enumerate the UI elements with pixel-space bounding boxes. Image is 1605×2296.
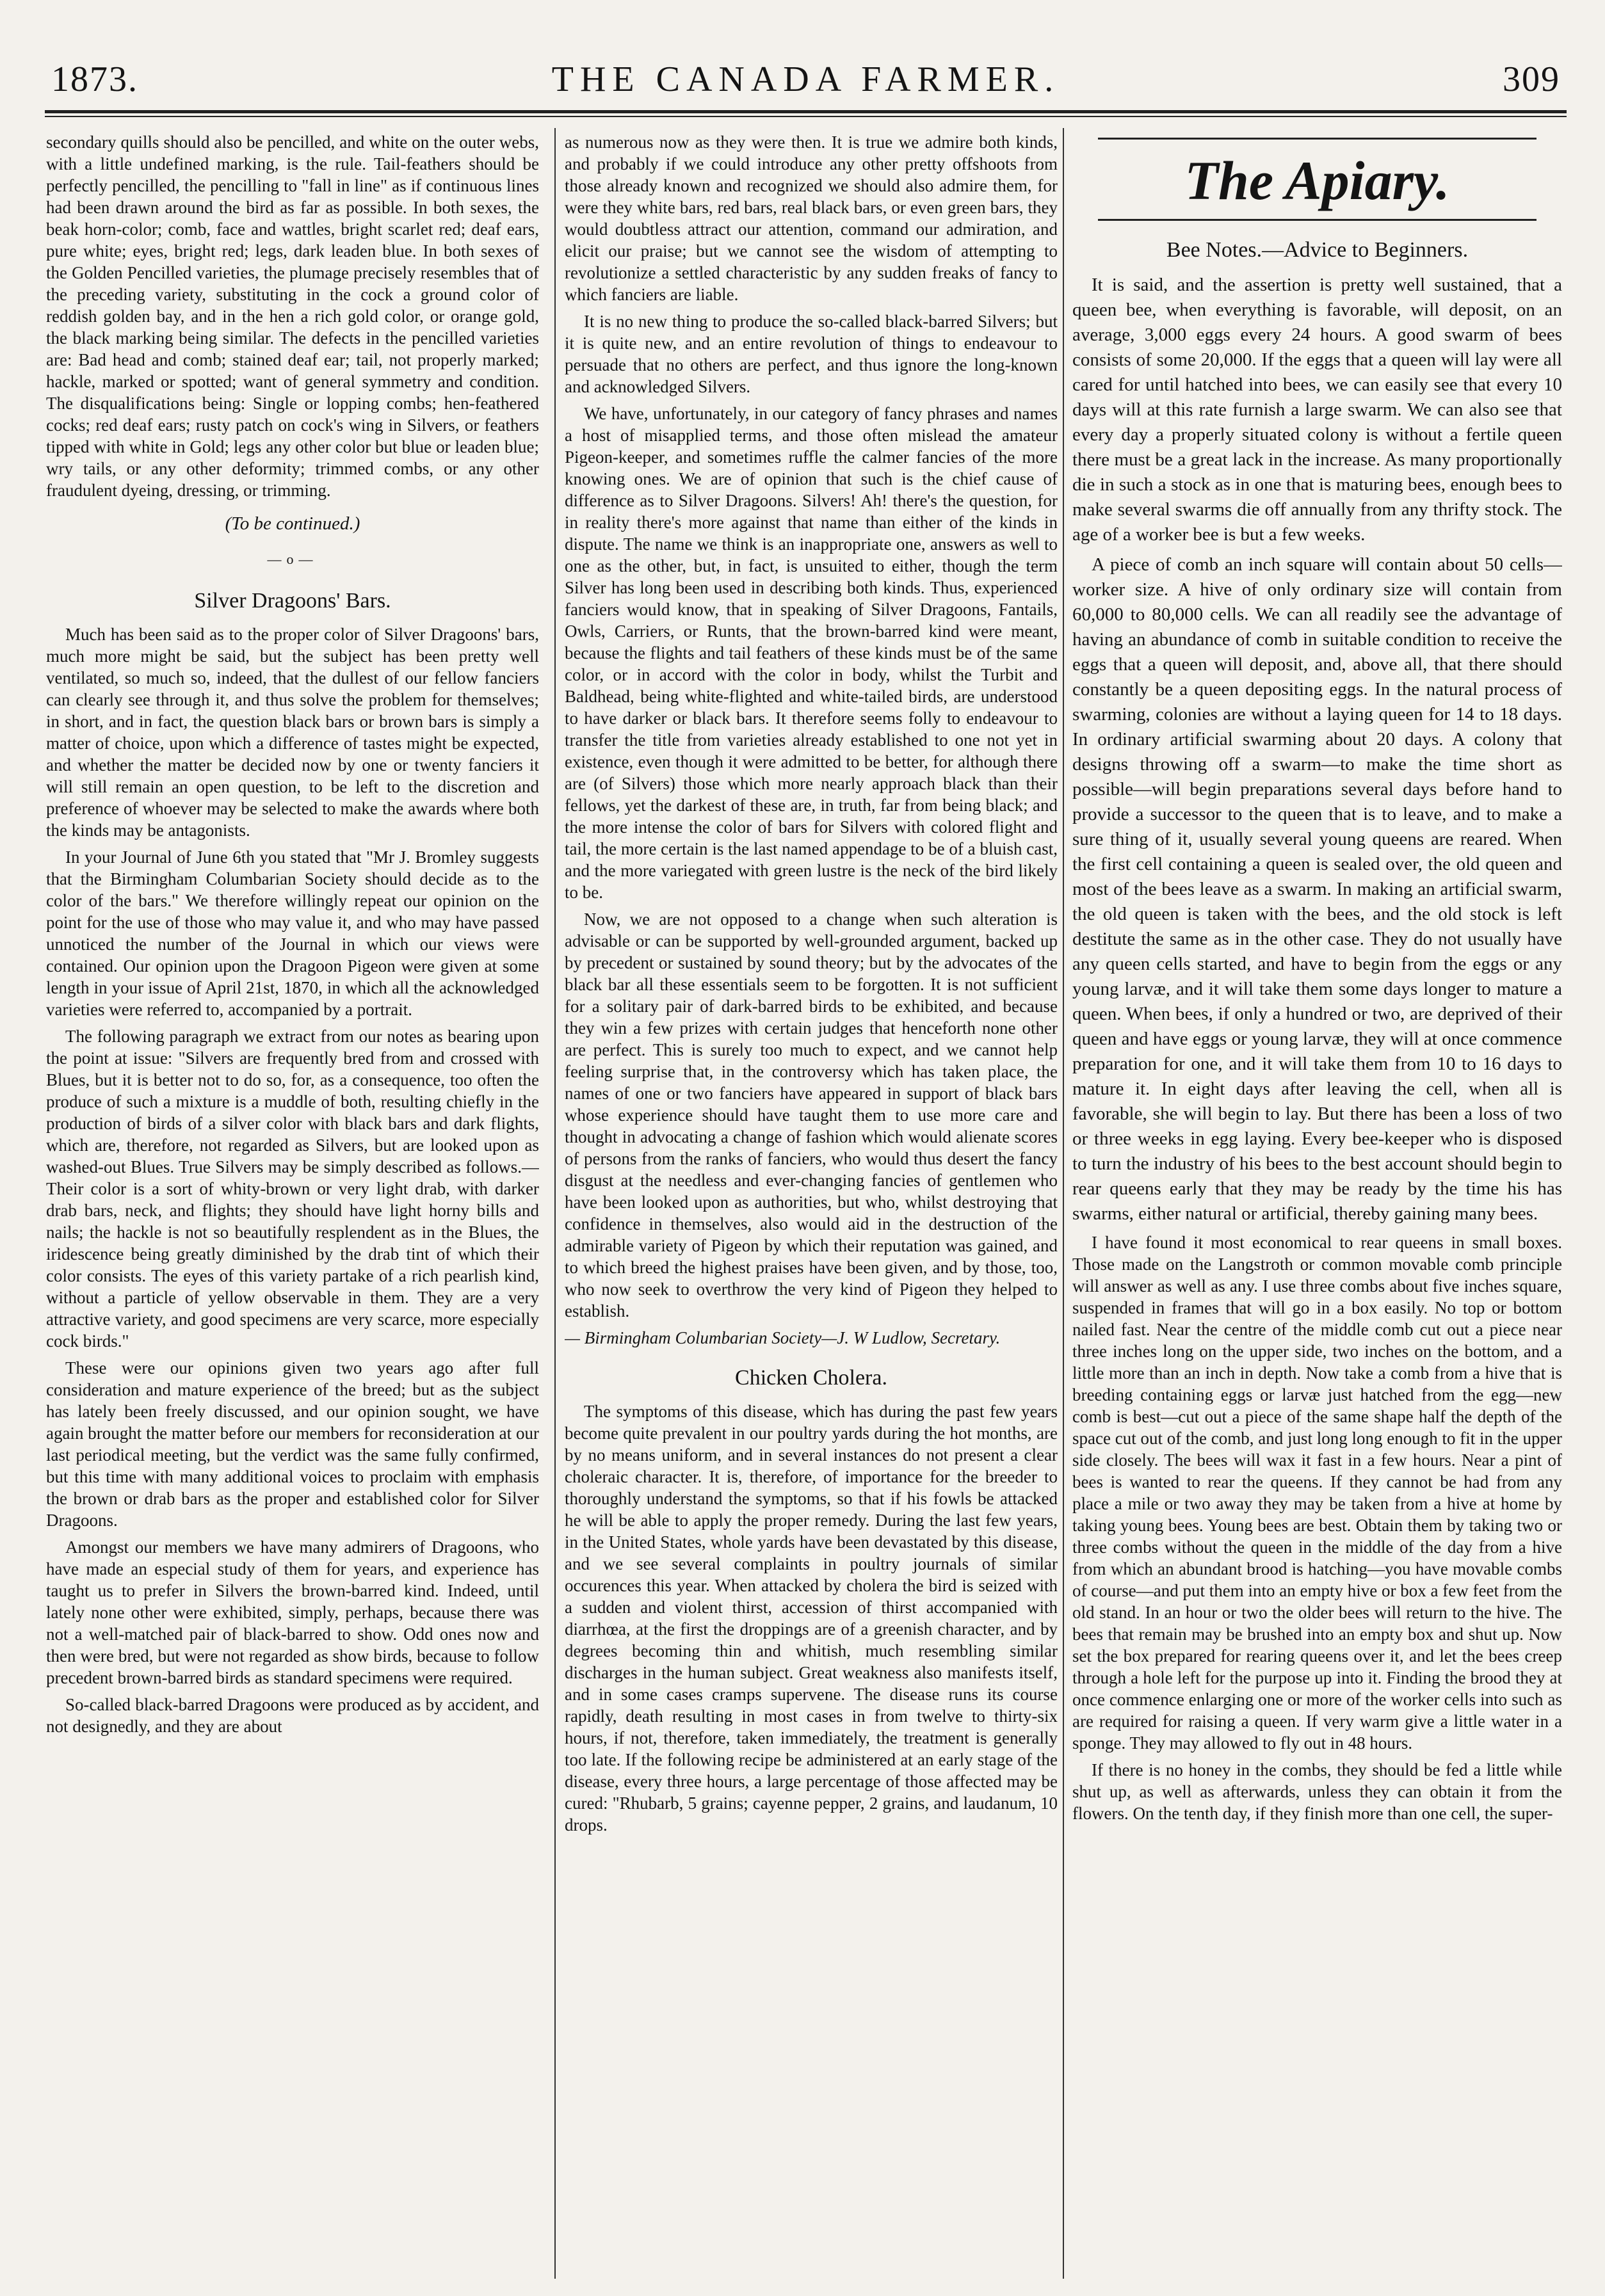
article-heading: Silver Dragoons' Bars.	[194, 589, 391, 613]
column-2	[565, 131, 1058, 2269]
column-divider	[1063, 128, 1064, 2279]
section-divider: —o—	[267, 551, 318, 567]
column-3	[1072, 131, 1562, 2269]
masthead-rule	[45, 110, 1567, 113]
masthead-rule-thin	[45, 116, 1567, 117]
signature: — Birmingham Columbarian Society—J. W Ludlow, Secretary.	[565, 1328, 1001, 1347]
paragraph: Now, we are not opposed to a change when such alteration is advisable or can be supported by well-grounded argument, backed up by precedent or sustained by sound theory; but by the advocates of the black bar all these essentials seem to be forgotten. It is not sufficient for a solitary pair of dark-barred birds to be exhibited, and because they win a few prizes with certain judges that henceforth none other are perfect. This is surely too much to expect, and we cannot help feeling surprise that, in the controversy which has taken place, the names of one or two fanciers have appeared in support of black bars whose experience should have taught them to use more care and thought in advocating a change of fashion which would alienate scores of persons from the ranks of fanciers, who would thus desert the fancy disgust at the needless and ever-changing fancies of gentlemen who have been looked upon as authorities, but who, whilst destroying that confidence in themselves, also would aid in the destruction of the admirable variety of Pigeon by which their reputation was gained, and to which breed the highest praises have been given, and by those, too, who now seek to overthrow the very kind of Pigeon they helped to establish.	[565, 910, 1058, 1321]
paragraph: as numerous now as they were then. It is true we admire both kinds, and probably if we could introduce any other pretty offshoots from those already known and recognized we should also admire them, for were they white bars, red bars, real black bars, or even green bars, they would doubtless attract our attention, command our admiration, and elicit our praise; but we cannot see the wisdom of attempting to revolutionize a settled characteristic by any sudden freaks of fancy to which fanciers are liable.	[565, 132, 1058, 304]
paragraph: Much has been said as to the proper color of Silver Dragoons' bars, much more might be said, but the subject has been pretty well ventilated, so much so, indeed, that the dullest of our fellow fanciers can clearly see through it, and thus solve the problem for themselves; in short, and in fact, the question black bars or brown bars is simply a matter of choice, upon which a difference of tastes might be expected, and whether the matter be decided now by one or twenty fanciers it will still remain an open question, to be left to the discretion and preference of whoever may be selected to make the awards where both the kinds may be antagonists.	[46, 625, 539, 840]
page-number: 309	[1503, 60, 1560, 99]
paragraph: In your Journal of June 6th you stated that "Mr J. Bromley suggests that the Birmingham Columbarian Society should decide as to the color of the bars." We therefore willingly repeat our opinion on the point for the use of those who may value it, and who may have passed unnoticed the number of the Journal in which our views were contained. Our opinion upon the Dragoon Pigeon were given at some length in your issue of April 21st, 1870, in which all the acknowledged varieties were referred to, accompanied by a portrait.	[46, 847, 539, 1019]
paragraph: Amongst our members we have many admirers of Dragoons, who have made an especial study of them for years, and experience has taught us to prefer in Silvers the brown-barred kind. Indeed, until lately none other were exhibited, simply, perhaps, because there was not a well-matched pair of black-barred to show. Odd ones now and then were bred, but were not regarded as show birds, because to follow precedent brown-barred birds as standard specimens were required.	[46, 1537, 539, 1687]
article-heading: Bee Notes.—Advice to Beginners.	[1166, 238, 1469, 262]
masthead-year: 1873.	[51, 60, 138, 99]
paragraph: These were our opinions given two years ago after full consideration and mature experience of the breed; but as the subject has lately been freely discussed, and our opinion sought, we have again brought the matter before our members for reconsideration at our last periodical meeting, but the verdict was the same fully confirmed, but this time with many additional voices to proclaim with emphasis the brown or drab bars as the proper and established color for Silver Dragoons.	[46, 1358, 539, 1530]
masthead-title: THE CANADA FARMER.	[551, 60, 1060, 99]
paragraph: It is no new thing to produce the so-called black-barred Silvers; but it is quite new, and an entire revolution of things to endeavour to persuade that no others are perfect, and thus ignore the long-known and acknowledged Silvers.	[565, 312, 1058, 396]
paragraph: We have, unfortunately, in our category of fancy phrases and names a host of misapplied terms, and those often mislead the amateur Pigeon-keeper, and sometimes ruffle the calmer fancies of the more knowing ones. We are of opinion that such is the chief cause of difference as to Silver Dragoons. Silvers! Ah! there's the question, for in reality there's more against that name than either of the kinds in dispute. The name we think is an inappropriate one, answers as well to one as the other, but, in fact, is unsuited to either, though the term Silver has long been used in describing both kinds. Thus, experienced fanciers would know, that in speaking of Silver Dragoons, Fantails, Owls, Carriers, or Runts, that the brown-barred kind were meant, because the flights and tail feathers of these kinds must be of the same color, or in accord with the color in body, whilst the Turbit and Baldhead, being white-flighted and white-tailed birds, are understood to have darker or black bars. It therefore seems folly to endeavour to transfer the title from varieties already established to one not yet in existence, even though it were admitted to be better, for although there are (of Silvers) those which more nearly approach black than their fellows, yet the darkest of these are, in truth, far from being black; and the more intense the color of bars for Silvers with colored flight and tail, the more certain is the last named appendage to be of a bluish cast, and the more variegated with green lustre is the neck of the bird likely to be.	[565, 404, 1058, 902]
paragraph: A piece of comb an inch square will contain about 50 cells—worker size. A hive of only ordinary size will contain from 60,000 to 80,000 cells. We can all readily see the advantage of having an abundance of comb in suitable condition to receive the eggs that a queen will deposit, and, above all, that there should constantly be a queen depositing eggs. In the natural process of swarming, colonies are without a laying queen for 14 to 18 days. In ordinary artificial swarming about 20 days. A colony that designs throwing off a swarm—to make the time short as possible—will begin preparations several days before hand to provide a successor to the queen that is to leave, and to make a sure thing of it, usually several young queens are reared. When the first cell containing a queen is sealed over, the old queen and most of the bees leave as a swarm. In making an artificial swarm, the old queen is taken with the bees, and the old stock is left destitute the same as in the other case. They do not usually have any queen cells started, and have to begin from the eggs or any young larvæ, and it will take them some days longer to mature a queen. When bees, if only a hundred or two, are deprived of their queen and have eggs or young larvæ, they will at once commence preparation for one, and it will take them from 10 to 16 days to mature it. In eight days after leaving the cell, when all is favorable, she will begin to lay. But there has been a loss of two or three weeks in egg laying. Every bee-keeper who is disposed to turn the industry of his bees to the best account should begin to rear queens early that they may be ready by the time his has swarms, either natural or artificial, thereby gaining many bees.	[1072, 554, 1562, 1224]
paragraph: So-called black-barred Dragoons were produced as by accident, and not designedly, and they are about	[46, 1695, 539, 1736]
section-rule	[1098, 219, 1536, 221]
masthead	[45, 38, 1567, 102]
column-divider	[554, 128, 556, 2279]
section-rule	[1098, 138, 1536, 140]
section-title: The Apiary.	[1184, 150, 1450, 211]
paragraph: If there is no honey in the combs, they should be fed a little while shut up, as well as afterwards, unless they can obtain it from the flowers. On the tenth day, if they finish more than one cell, the super-	[1072, 1760, 1562, 1823]
paragraph: secondary quills should also be pencilled, and white on the outer webs, with a little undefined marking, is the rule. Tail-feathers should be perfectly pencilled, the pencilling to "fall in line" as if continuous lines had been drawn around the bird as far as possible. In both sexes, the beak horn-color; comb, face and wattles, bright scarlet red; deaf ears, pure white; eyes, bright red; legs, dark leaden blue. In both sexes of the Golden Pencilled varieties, the plumage precisely resembles that of the preceding variety, substituting in the cock a ground color of reddish golden bay, and in the hen a rich gold color, or orange gold, the black marking being similar. The defects in the pencilled varieties are: Bad head and comb; stained deaf ear; tail, not properly marked; hackle, marked or spotted; want of general symmetry and condition. The disqualifications being: Single or lopping combs; hen-feathered cocks; red deaf ears; rusty patch on cock's wing in Silvers, or feathers tipped with white in Gold; legs any other color but blue or leaden blue; wry tails, or any other deformity; trimmed combs, or any other fraudulent dyeing, dressing, or trimming.	[46, 132, 539, 500]
paragraph: I have found it most economical to rear queens in small boxes. Those made on the Langstroth or common movable comb principle will answer as well as any. I use three combs about five inches square, suspended in frames that will go in a box easily. No top or bottom nailed fast. Near the centre of the middle comb cut out a piece near three inches long on the upper side, two inches on the bottom, and a little more than an inch in depth. Now take a comb from a hive that is breeding containing eggs or larvæ just hatched from the egg—new comb is best—cut out a piece of the same shape half the depth of the space cut out of the comb, and just long long enough to fit in the upper side closely. The bees will wax it fast in a few hours. Near a pint of bees is wanted to rear the queens. If they cannot be had from any place a mile or two away they may be taken from a hive at home by taking young bees. Young bees are best. Obtain them by taking two or three combs without the queen in the middle of the day from a hive from which an abundant brood is hatching—you have movable combs of course—and put them into an empty hive or box a few feet from the old stand. In an hour or two the older bees will return to the hive. The bees that remain may be brushed into an empty box and shut up. Now set the box prepared for rearing queens over it, and let the bees creep through a hole left for the purpose up into it. Finding the brood they at once commence enlarging one or more of the worker cells into such as are required for raising a queen. If very warm give a little water in a sponge. They may allowed to fly out in 48 hours.	[1072, 1233, 1562, 1753]
paragraph: It is said, and the assertion is pretty well sustained, that a queen bee, when everything is favorable, will deposit, on an average, 3,000 eggs every 24 hours. A good swarm of bees consists of some 20,000. If the eggs that a queen will lay were all cared for until hatched into bees, we can easily see that every 10 days will at this rate furnish a large swarm. We can also see that every day a properly situated colony is without a fertile queen there must be a great lack in the increase. As many proportionally die in such a stock as in one that is maturing bees, enough bees to make several swarms die off annually from any thrifty stock. The age of a worker bee is but a few weeks.	[1072, 275, 1562, 545]
paragraph: The symptoms of this disease, which has during the past few years become quite prevalent in our poultry yards during the hot months, are by no means uniform, and in several instances do not present a clear choleraic character. It is, therefore, of importance for the breeder to thoroughly understand the symptoms, so that if his fowls be attacked he will be able to apply the proper remedy. During the last few years, in the United States, whole yards have been devastated by this disease, and we see several complaints in poultry journals of similar occurences this year. When attacked by cholera the bird is seized with a sudden and violent thirst, accession of thirst accompanied with diarrhœa, at the first the droppings are of a greenish character, and by degrees becoming thin and whitish, much resembling similar discharges in the human subject. Great weakness also manifests itself, and in some cases cramps supervene. The disease runs its course rapidly, death resulting in most cases in from twelve to thirty-six hours, if not, therefore, taken immediately, the treatment is generally too late. If the following recipe be administered at an early stage of the disease, every three hours, a large percentage of those affected may be cured: "Rhubarb, 5 grains; cayenne pepper, 2 grains, and laudanum, 10 drops.	[565, 1402, 1058, 1834]
to-be-continued: (To be continued.)	[225, 513, 360, 534]
paragraph: The following paragraph we extract from our notes as bearing upon the point at issue: "Silvers are frequently bred from and crossed with Blues, but it is better not to do so, for, as a consequence, too often the produce of such a mixture is a muddle of both, resulting chiefly in the production of birds of a silver color with black bars and dark flights, which are, therefore, not regarded as Silvers, but are looked upon as washed-out Blues. True Silvers may be simply described as follows.—Their color is a sort of whity-brown or very light drab, with darker drab bars, neck, and flights; they should have light horny bills and nails; the hackle is not so beautifully resplendent as in the Blues, the iridescence being greatly diminished by the drab tint of which their color consists. The eyes of this variety partake of a rich pearlish kind, without a particle of yellow observable in them. They are a very attractive variety, and good specimens are very scarce, more especially cock birds."	[46, 1027, 539, 1351]
column-1	[46, 131, 539, 2269]
article-heading: Chicken Cholera.	[735, 1366, 887, 1390]
